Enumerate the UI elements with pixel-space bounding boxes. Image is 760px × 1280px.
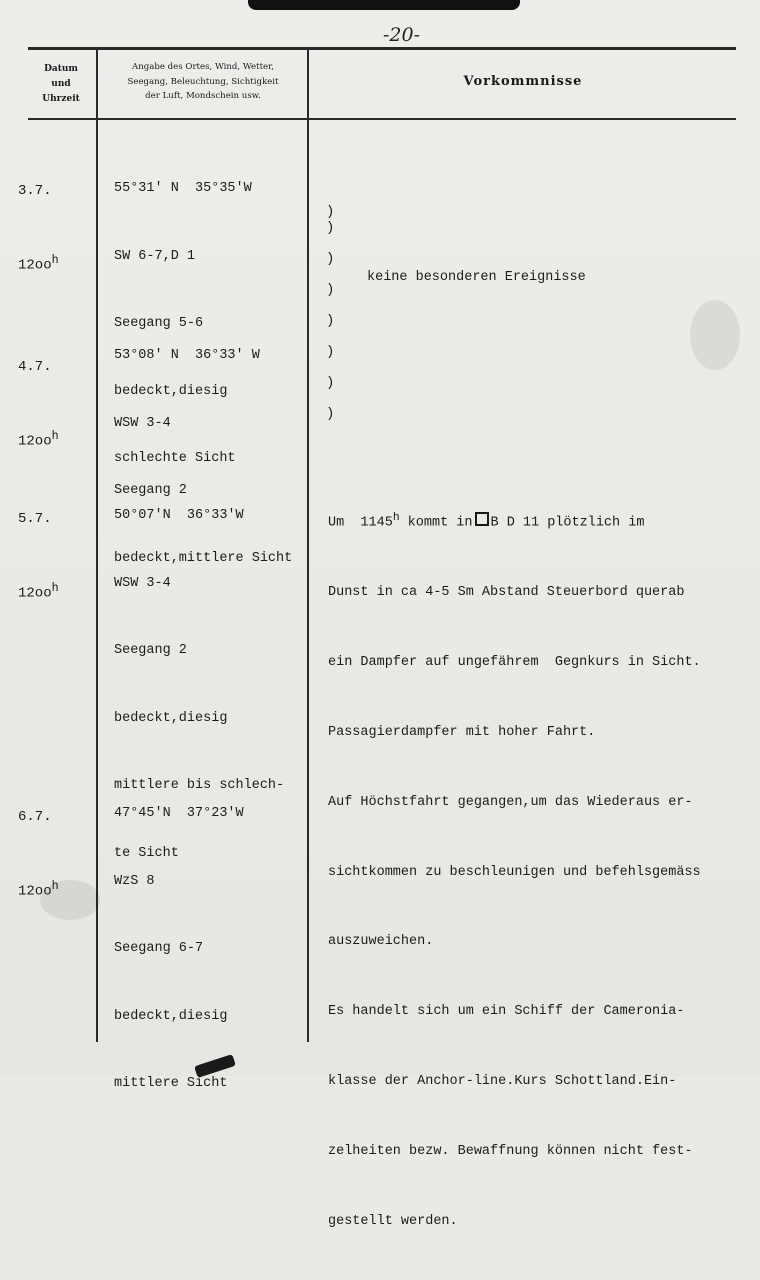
entry-time [18,425,59,454]
entry-time [18,577,59,606]
event-line: ein Dampfer auf ungefährem Gegnkurs in Sicht. [328,654,701,670]
entry-time-value: 12oo [18,257,52,274]
entry-visibility-cont: te Sicht [114,845,179,861]
entry-weather: bedeckt,diesig [114,383,228,399]
square-symbol-icon [475,512,489,526]
entry-weather: bedeckt,diesig [114,1008,228,1024]
entry-conditions [114,758,244,1141]
entry-date-value: 5.7. [18,511,52,527]
event-text-part: kommt in [399,515,473,531]
event-line: auszuweichen. [328,934,434,950]
event-line: Passagierdampfer mit hoher Fahrt. [328,724,596,740]
event-time-sup: h [392,511,400,524]
entry-date [18,760,59,950]
header-date-line-2: und [51,79,71,89]
event-line: zelheiten bezw. Bewaffnung können nicht fest- [328,1144,693,1160]
event-line [328,507,758,535]
entry-date-value: 6.7. [18,809,52,825]
entry-time-sup: h [51,581,59,595]
paper-stain [690,300,740,370]
header-place-line-2: Seegang, Beleuchtung, Sichtigkeit [127,76,279,87]
entry-position: 53°08' N 36°33' W [114,348,260,363]
entry-time-sup: h [51,879,59,893]
entry-weather: bedeckt,mittlere Sicht [114,550,293,566]
entry-time-value: 12oo [18,883,52,900]
entry-position: 47°45'N 37°23'W [114,806,244,821]
entry-sea: Seegang 2 [114,643,187,658]
event-line: sichtkommen zu beschleunigen und befehlsgemäss [328,864,701,880]
header-place-line-3: der Luft, Mondschein usw. [145,91,261,101]
event-line: gestellt werden. [328,1214,458,1229]
entry-date-value: 3.7. [18,183,52,199]
entry-sea: Seegang 2 [114,483,187,498]
entry-time [18,249,59,278]
header-place-line-1: Angabe des Ortes, Wind, Wetter, [131,62,274,72]
header-place-column [98,60,308,104]
entry-visibility: mittlere Sicht [114,1076,228,1091]
entry-wind: WSW 3-4 [114,415,171,431]
entry-position: 55°31' N 35°35'W [114,181,252,196]
header-date-line-3: Uhrzeit [42,94,80,104]
entry-sea: Seegang 6-7 [114,941,204,956]
event-line: klasse der Anchor-line.Kurs Schottland.Ein- [328,1074,677,1090]
entry-weather: bedeckt,diesig [114,710,228,726]
header-date-line-1: Datum [44,64,78,74]
event-line: Auf Höchstfahrt gegangen,um das Wiederaus er- [328,794,693,810]
event-report [328,460,758,1280]
event-grid-square: B D 11 plötzlich im [490,515,645,531]
header-date-column [28,62,94,107]
event-line: Dunst in ca 4-5 Sm Abstand Steuerbord querab [328,584,685,600]
entry-time-value: 12oo [18,433,52,450]
event-time: Um 1145 [328,515,393,531]
place-column-divider [307,50,309,1042]
event-line: Es handelt sich um ein Schiff der Cameronia- [328,1004,685,1020]
header-bottom-rule [28,118,736,120]
entry-wind: SW 6-7,D 1 [114,248,196,264]
entry-time-sup: h [51,253,59,267]
binding-shadow [248,0,520,10]
entry-visibility: mittlere bis schlech- [114,778,285,793]
entry-wind: WzS 8 [114,873,155,889]
entry-sea: Seegang 5-6 [114,316,204,331]
grouping-bracket: ) ) ) ) ) ) ) ) [326,204,335,422]
header-events-column: Vorkommnisse [463,74,583,89]
entry-date [18,462,59,652]
entry-time-value: 12oo [18,585,52,602]
entry-wind: WSW 3-4 [114,575,171,591]
paper-stain [40,880,100,920]
entry-date [18,134,59,324]
entry-time-sup: h [51,429,59,443]
page-number: -20- [383,24,421,46]
entry-position: 50°07'N 36°33'W [114,508,244,523]
no-events-note: keine besonderen Ereignisse [367,270,586,285]
entry-date-value: 4.7. [18,359,52,375]
header-top-rule [28,47,736,50]
entry-visibility: schlechte Sicht [114,451,236,466]
